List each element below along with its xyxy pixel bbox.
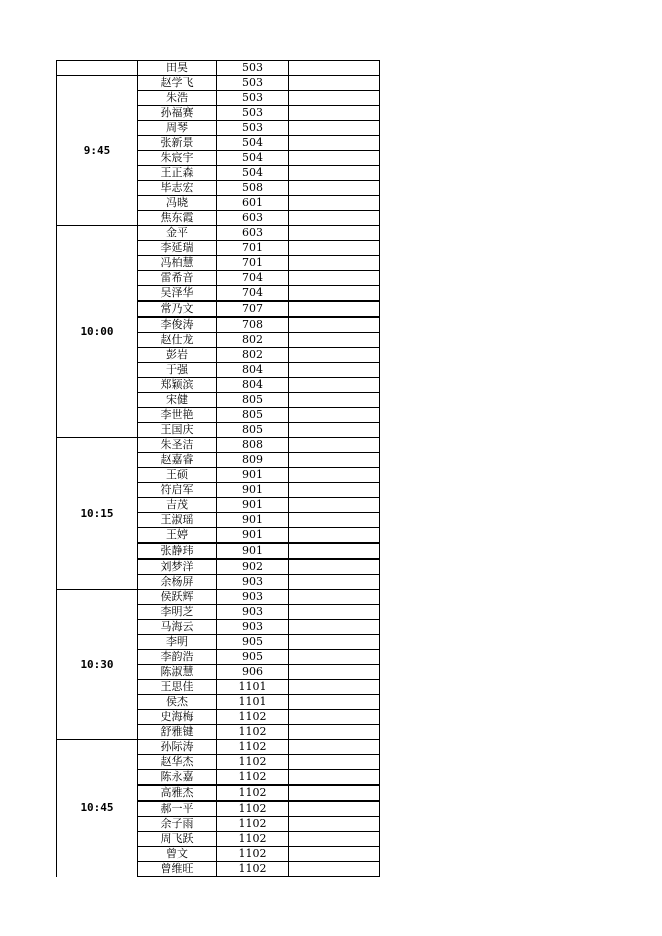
- room-cell: 1102: [217, 801, 289, 817]
- note-cell: [289, 695, 380, 710]
- table-row: [57, 226, 380, 241]
- room-cell: 601: [217, 196, 289, 211]
- room-cell: 906: [217, 665, 289, 680]
- room-cell: 901: [217, 468, 289, 483]
- name-cell: 符启军: [138, 483, 217, 498]
- name-cell: 毕志宏: [138, 181, 217, 196]
- room-cell: 903: [217, 590, 289, 605]
- note-cell: [289, 166, 380, 181]
- note-cell: [289, 590, 380, 605]
- name-cell: 高雅杰: [138, 785, 217, 801]
- note-cell: [289, 862, 380, 877]
- room-cell: 704: [217, 271, 289, 286]
- room-cell: 804: [217, 363, 289, 378]
- name-cell: 焦东霞: [138, 211, 217, 226]
- room-cell: 802: [217, 348, 289, 363]
- name-cell: 李韵浩: [138, 650, 217, 665]
- name-cell: 赵学飞: [138, 76, 217, 91]
- note-cell: [289, 755, 380, 770]
- note-cell: [289, 847, 380, 862]
- room-cell: 903: [217, 620, 289, 635]
- table-row: [57, 76, 380, 91]
- note-cell: [289, 438, 380, 453]
- room-cell: 504: [217, 136, 289, 151]
- note-cell: [289, 106, 380, 121]
- name-cell: 曾维旺: [138, 862, 217, 877]
- room-cell: 903: [217, 605, 289, 620]
- name-cell: 常乃文: [138, 301, 217, 317]
- note-cell: [289, 226, 380, 241]
- name-cell: 李俊涛: [138, 317, 217, 333]
- room-cell: 804: [217, 378, 289, 393]
- name-cell: 金平: [138, 226, 217, 241]
- name-cell: 王婷: [138, 528, 217, 544]
- note-cell: [289, 740, 380, 755]
- room-cell: 901: [217, 513, 289, 528]
- room-cell: 503: [217, 61, 289, 76]
- room-cell: 1101: [217, 695, 289, 710]
- room-cell: 805: [217, 423, 289, 438]
- time-slot-cell: 10:45: [57, 740, 138, 877]
- note-cell: [289, 817, 380, 832]
- note-cell: [289, 575, 380, 590]
- note-cell: [289, 528, 380, 544]
- room-cell: 603: [217, 211, 289, 226]
- name-cell: 孙福赛: [138, 106, 217, 121]
- room-cell: 1102: [217, 785, 289, 801]
- room-cell: 504: [217, 166, 289, 181]
- table-row: [57, 740, 380, 755]
- note-cell: [289, 61, 380, 76]
- name-cell: 彭岩: [138, 348, 217, 363]
- note-cell: [289, 363, 380, 378]
- note-cell: [289, 483, 380, 498]
- note-cell: [289, 801, 380, 817]
- room-cell: 708: [217, 317, 289, 333]
- name-cell: 周琴: [138, 121, 217, 136]
- room-cell: 701: [217, 241, 289, 256]
- name-cell: 余杨屏: [138, 575, 217, 590]
- note-cell: [289, 620, 380, 635]
- note-cell: [289, 151, 380, 166]
- name-cell: 朱圣洁: [138, 438, 217, 453]
- note-cell: [289, 559, 380, 575]
- note-cell: [289, 453, 380, 468]
- name-cell: 郑颖滨: [138, 378, 217, 393]
- note-cell: [289, 635, 380, 650]
- name-cell: 冯晓: [138, 196, 217, 211]
- note-cell: [289, 408, 380, 423]
- note-cell: [289, 348, 380, 363]
- name-cell: 侯跃辉: [138, 590, 217, 605]
- name-cell: 吴泽华: [138, 286, 217, 302]
- room-cell: 1102: [217, 740, 289, 755]
- note-cell: [289, 333, 380, 348]
- name-cell: 张静玮: [138, 543, 217, 559]
- name-cell: 陈永嘉: [138, 770, 217, 786]
- name-cell: 陈淑慧: [138, 665, 217, 680]
- note-cell: [289, 317, 380, 333]
- table-row: [57, 590, 380, 605]
- time-slot-cell: [57, 61, 138, 76]
- name-cell: 朱宸宇: [138, 151, 217, 166]
- note-cell: [289, 725, 380, 740]
- room-cell: 905: [217, 635, 289, 650]
- note-cell: [289, 680, 380, 695]
- room-cell: 1102: [217, 710, 289, 725]
- room-cell: 707: [217, 301, 289, 317]
- room-cell: 805: [217, 408, 289, 423]
- note-cell: [289, 665, 380, 680]
- name-cell: 王正森: [138, 166, 217, 181]
- note-cell: [289, 832, 380, 847]
- room-cell: 503: [217, 121, 289, 136]
- room-cell: 901: [217, 543, 289, 559]
- time-slot-cell: 9:45: [57, 76, 138, 226]
- name-cell: 周飞跃: [138, 832, 217, 847]
- name-cell: 刘梦洋: [138, 559, 217, 575]
- room-cell: 503: [217, 106, 289, 121]
- name-cell: 马海云: [138, 620, 217, 635]
- name-cell: 于强: [138, 363, 217, 378]
- room-cell: 503: [217, 76, 289, 91]
- room-cell: 1101: [217, 680, 289, 695]
- note-cell: [289, 241, 380, 256]
- room-cell: 802: [217, 333, 289, 348]
- room-cell: 1102: [217, 725, 289, 740]
- room-cell: 902: [217, 559, 289, 575]
- room-cell: 1102: [217, 770, 289, 786]
- note-cell: [289, 650, 380, 665]
- name-cell: 侯杰: [138, 695, 217, 710]
- name-cell: 李延瑞: [138, 241, 217, 256]
- name-cell: 余子雨: [138, 817, 217, 832]
- note-cell: [289, 498, 380, 513]
- name-cell: 吉茂: [138, 498, 217, 513]
- note-cell: [289, 196, 380, 211]
- name-cell: 孙际涛: [138, 740, 217, 755]
- note-cell: [289, 770, 380, 786]
- room-cell: 1102: [217, 862, 289, 877]
- name-cell: 赵嘉睿: [138, 453, 217, 468]
- room-cell: 704: [217, 286, 289, 302]
- name-cell: 田昊: [138, 61, 217, 76]
- name-cell: 李明: [138, 635, 217, 650]
- name-cell: 宋健: [138, 393, 217, 408]
- table-row: [57, 438, 380, 453]
- room-cell: 805: [217, 393, 289, 408]
- note-cell: [289, 211, 380, 226]
- note-cell: [289, 76, 380, 91]
- room-cell: 905: [217, 650, 289, 665]
- note-cell: [289, 513, 380, 528]
- name-cell: 李明芝: [138, 605, 217, 620]
- room-cell: 1102: [217, 817, 289, 832]
- room-cell: 809: [217, 453, 289, 468]
- name-cell: 舒雅键: [138, 725, 217, 740]
- note-cell: [289, 468, 380, 483]
- room-cell: 1102: [217, 832, 289, 847]
- room-cell: 901: [217, 498, 289, 513]
- schedule-table: [56, 60, 380, 877]
- room-cell: 701: [217, 256, 289, 271]
- note-cell: [289, 271, 380, 286]
- note-cell: [289, 393, 380, 408]
- name-cell: 张新景: [138, 136, 217, 151]
- schedule-body: [57, 61, 380, 877]
- name-cell: 王硕: [138, 468, 217, 483]
- name-cell: 赵华杰: [138, 755, 217, 770]
- name-cell: 冯柏慧: [138, 256, 217, 271]
- note-cell: [289, 286, 380, 302]
- note-cell: [289, 423, 380, 438]
- name-cell: 赵仕龙: [138, 333, 217, 348]
- name-cell: 雷希音: [138, 271, 217, 286]
- name-cell: 王国庆: [138, 423, 217, 438]
- note-cell: [289, 301, 380, 317]
- note-cell: [289, 256, 380, 271]
- name-cell: 王淑瑶: [138, 513, 217, 528]
- name-cell: 史海梅: [138, 710, 217, 725]
- room-cell: 903: [217, 575, 289, 590]
- note-cell: [289, 710, 380, 725]
- room-cell: 503: [217, 91, 289, 106]
- room-cell: 508: [217, 181, 289, 196]
- name-cell: 曾文: [138, 847, 217, 862]
- note-cell: [289, 378, 380, 393]
- room-cell: 808: [217, 438, 289, 453]
- table-row: [57, 61, 380, 76]
- time-slot-cell: 10:00: [57, 226, 138, 438]
- room-cell: 603: [217, 226, 289, 241]
- note-cell: [289, 91, 380, 106]
- note-cell: [289, 121, 380, 136]
- room-cell: 504: [217, 151, 289, 166]
- note-cell: [289, 543, 380, 559]
- name-cell: 李世艳: [138, 408, 217, 423]
- note-cell: [289, 605, 380, 620]
- time-slot-cell: 10:30: [57, 590, 138, 740]
- note-cell: [289, 136, 380, 151]
- name-cell: 郝一平: [138, 801, 217, 817]
- time-slot-cell: 10:15: [57, 438, 138, 590]
- room-cell: 901: [217, 528, 289, 544]
- name-cell: 朱浩: [138, 91, 217, 106]
- note-cell: [289, 785, 380, 801]
- room-cell: 1102: [217, 847, 289, 862]
- room-cell: 901: [217, 483, 289, 498]
- name-cell: 王思佳: [138, 680, 217, 695]
- note-cell: [289, 181, 380, 196]
- room-cell: 1102: [217, 755, 289, 770]
